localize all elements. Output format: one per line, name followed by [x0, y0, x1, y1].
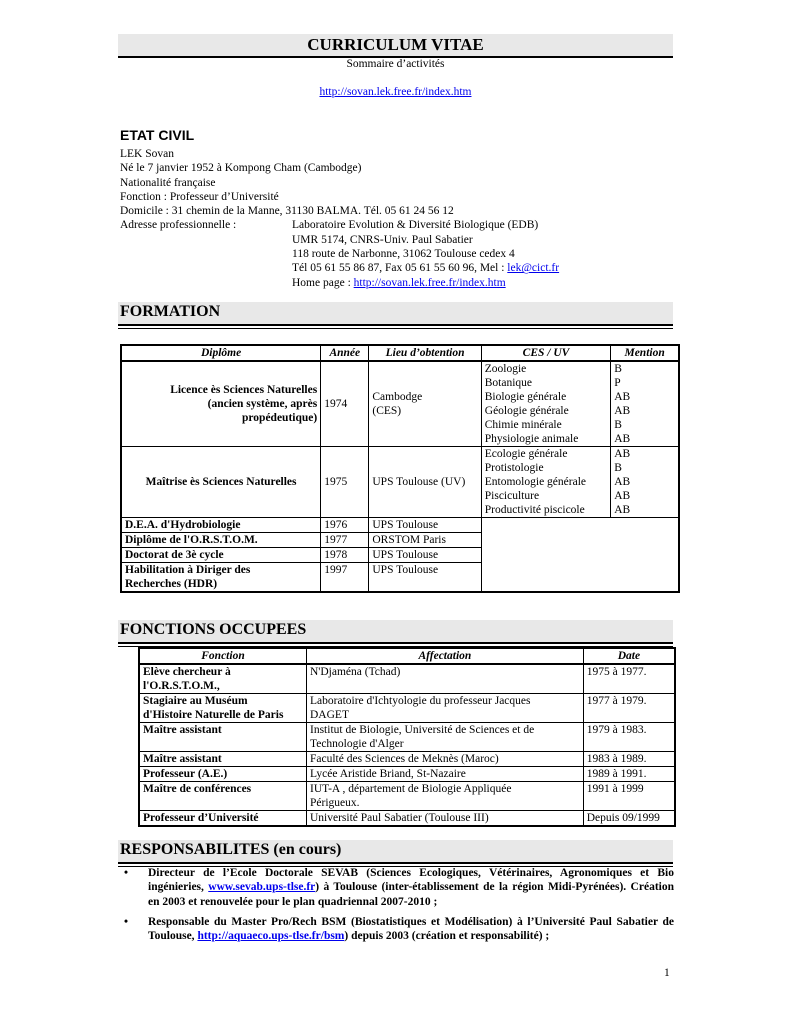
fonction: Fonction : Professeur d’Université — [120, 190, 279, 203]
affectation-cell: Faculté des Sciences de Meknès (Maroc) — [307, 752, 584, 767]
page-subtitle: Sommaire d’activités — [346, 58, 445, 70]
table-header-row — [121, 345, 679, 361]
col-lieu: Lieu d’obtention — [369, 345, 481, 361]
responsabilites-heading-bar — [118, 840, 673, 864]
date-cell: 1979 à 1983. — [583, 723, 675, 752]
ces-cell: Ecologie générale Protistologie Entomologie générale Pisciculture Productivité piscicole — [481, 447, 610, 518]
name: LEK Sovan — [120, 148, 174, 160]
annee-cell: 1997 — [321, 563, 369, 593]
table-row — [121, 447, 679, 518]
list-item: • Responsable du Master Pro/Rech BSM (Biostatistiques et Modélisation) à l’Université Paul Sabatier de Toulouse, http://aquaeco.ups-tlse.fr/bsm) depuis 2003 (création et responsabilité) ; — [124, 915, 674, 943]
bullet-icon: • — [124, 915, 129, 928]
responsabilites-list — [118, 866, 674, 949]
domicile: Domicile : 31 chemin de la Manne, 31130 BALMA. Tél. 05 61 24 56 12 — [120, 205, 454, 218]
annee-cell: 1974 — [321, 361, 369, 447]
address-line-3: 118 route de Narbonne, 31062 Toulouse cedex 4 — [292, 248, 515, 261]
address-line-2: UMR 5174, CNRS-Univ. Paul Sabatier — [292, 233, 473, 246]
fonction-cell: Elève chercheur à l'O.R.S.T.O.M., — [139, 664, 307, 694]
page-title: CURRICULUM VITAE — [307, 35, 484, 54]
lieu-cell: ORSTOM Paris — [369, 533, 481, 548]
page-number: 1 — [664, 967, 670, 979]
fonction-cell: Professeur (A.E.) — [139, 767, 307, 782]
fonction-cell: Maître assistant — [139, 723, 307, 752]
tel-fax: Tél 05 61 55 86 87, Fax 05 61 55 60 96, Mel : — [292, 262, 508, 275]
annee-cell: 1975 — [321, 447, 369, 518]
responsabilites-heading: RESPONSABILITES (en cours) — [120, 841, 342, 858]
fonction-cell: Maître de conférences — [139, 782, 307, 811]
date-cell: 1989 à 1991. — [583, 767, 675, 782]
affectation-cell: Laboratoire d'Ichtyologie du professeur Jacques DAGET — [307, 694, 584, 723]
fonction-cell: Stagiaire au Muséum d'Histoire Naturelle de Paris — [139, 694, 307, 723]
table-row — [121, 518, 679, 533]
table-row — [139, 752, 675, 767]
formation-heading: FORMATION — [120, 303, 221, 320]
annee-cell: 1978 — [321, 548, 369, 563]
affectation-cell: IUT-A , département de Biologie Appliquée Périgueux. — [307, 782, 584, 811]
bullet-icon: • — [124, 867, 129, 879]
address-line-1: Laboratoire Evolution & Diversité Biologique (EDB) — [292, 219, 539, 232]
date-cell: 1977 à 1979. — [583, 694, 675, 723]
fonctions-heading: FONCTIONS OCCUPEES — [120, 621, 307, 638]
affectation-cell: Institut de Biologie, Université de Sciences et de Technologie d'Alger — [307, 723, 584, 752]
diplome-cell: Licence ès Sciences Naturelles (ancien système, après propédeutique) — [121, 361, 321, 447]
address-label: Adresse professionnelle : — [120, 219, 237, 232]
lieu-cell: UPS Toulouse — [369, 548, 481, 563]
home-label: Home page : — [292, 276, 354, 289]
formation-heading-bar — [118, 302, 673, 326]
home-page-link[interactable]: http://sovan.lek.free.fr/index.htm — [353, 276, 506, 289]
fonction-cell: Maître assistant — [139, 752, 307, 767]
diplome-cell: Habilitation à Diriger des Recherches (HDR) — [121, 563, 321, 593]
lieu-cell: UPS Toulouse (UV) — [369, 447, 481, 518]
list-item: • Directeur de l’Ecole Doctorale SEVAB (Sciences Ecologiques, Vétérinaires, Agronomiques et Bio ingénieries, www.sevab.ups-tlse.fr) à Toulouse (inter-établissement de la région Midi-Pyrénées). Création en 2003 et renouvelée pour le plan quadriennal 2007-2010 ; — [124, 867, 674, 908]
empty-cell — [481, 518, 679, 593]
diplome-cell: Doctorat de 3è cycle — [121, 548, 321, 563]
annee-cell: 1977 — [321, 533, 369, 548]
col-ces-uv: CES / UV — [481, 345, 610, 361]
col-mention: Mention — [611, 345, 679, 361]
homepage-link[interactable]: http://sovan.lek.free.fr/index.htm — [319, 86, 472, 98]
col-fonction: Fonction — [139, 648, 307, 664]
date-cell: Depuis 09/1999 — [583, 811, 675, 827]
fonctions-heading-bar — [118, 620, 673, 644]
table-row — [139, 811, 675, 827]
affectation-cell: Lycée Aristide Briand, St-Nazaire — [307, 767, 584, 782]
lieu-cell: Cambodge (CES) — [369, 361, 481, 447]
mention-cell: B P AB AB B AB — [611, 361, 679, 447]
col-affectation: Affectation — [307, 648, 584, 664]
table-row — [139, 767, 675, 782]
lieu-cell: UPS Toulouse — [369, 563, 481, 593]
bsm-link[interactable]: http://aquaeco.ups-tlse.fr/bsm — [197, 930, 345, 943]
lieu-cell: UPS Toulouse — [369, 518, 481, 533]
nationality: Nationalité française — [120, 176, 216, 189]
etat-civil-heading: ETAT CIVIL — [120, 127, 195, 143]
formation-table — [120, 344, 680, 593]
etat-civil-block — [120, 147, 680, 289]
date-cell: 1991 à 1999 — [583, 782, 675, 811]
table-row — [139, 664, 675, 694]
professional-address — [120, 218, 680, 289]
date-cell: 1983 à 1989. — [583, 752, 675, 767]
mention-cell: AB B AB AB AB — [611, 447, 679, 518]
col-diplome: Diplôme — [121, 345, 321, 361]
birth: Né le 7 janvier 1952 à Kompong Cham (Cambodge) — [120, 162, 362, 175]
email-link[interactable]: lek@cict.fr — [507, 262, 560, 275]
affectation-cell: Université Paul Sabatier (Toulouse III) — [307, 811, 584, 827]
table-row — [121, 361, 679, 447]
annee-cell: 1976 — [321, 518, 369, 533]
fonctions-table — [138, 647, 676, 827]
fonction-cell: Professeur d’Université — [139, 811, 307, 827]
col-annee: Année — [321, 345, 369, 361]
ces-cell: Zoologie Botanique Biologie générale Géologie générale Chimie minérale Physiologie animale — [481, 361, 610, 447]
table-row — [139, 723, 675, 752]
diplome-cell: Maîtrise ès Sciences Naturelles — [121, 447, 321, 518]
col-date: Date — [583, 648, 675, 664]
diplome-cell: Diplôme de l'O.R.S.T.O.M. — [121, 533, 321, 548]
diplome-cell: D.E.A. d'Hydrobiologie — [121, 518, 321, 533]
title-bar — [118, 34, 673, 58]
table-header-row — [139, 648, 675, 664]
date-cell: 1975 à 1977. — [583, 664, 675, 694]
table-row — [139, 694, 675, 723]
affectation-cell: N'Djaména (Tchad) — [307, 664, 584, 694]
table-row — [139, 782, 675, 811]
sevab-link[interactable]: www.sevab.ups-tlse.fr — [208, 881, 316, 894]
